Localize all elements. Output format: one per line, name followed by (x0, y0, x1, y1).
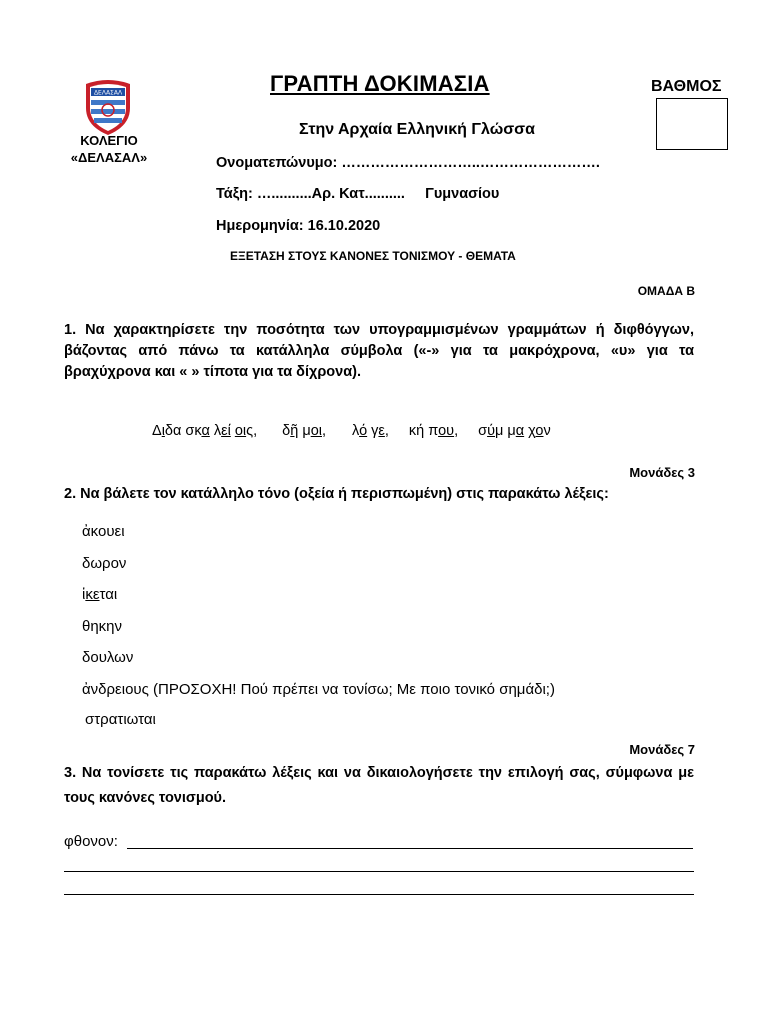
q2-word: δουλων (82, 649, 134, 666)
answer-line[interactable] (64, 871, 694, 872)
q1-underlined-letter: εί (221, 423, 231, 439)
q1-word-part: δα σκ (164, 423, 202, 439)
q1-underlined-letter: ύ (487, 423, 495, 439)
school-name (62, 132, 156, 166)
q2-underlined-letters: κε (85, 586, 100, 603)
question-1-words (152, 423, 551, 439)
school-crest-logo (82, 78, 134, 136)
q1-underlined-letter: α (201, 423, 210, 439)
q2-word: δωρον (82, 555, 127, 572)
q1-word-part: λ (209, 423, 222, 439)
q1-word-part: σ (478, 423, 488, 439)
date-field: Ημερομηνία: 16.10.2020 (216, 218, 381, 234)
q1-word-part: λ (352, 423, 360, 439)
question-1-text: 1. Να χαρακτηρίσετε την ποσότητα των υπογραμμισμένων γραμμάτων ή διφθόγγων, βάζοντας από πάνω τα κατάλληλα σύμβολα («-» για τα μακρόχρονα, «υ» για τα βραχύχρονα και « » τίποτα για τα δίχρονα). (64, 322, 694, 380)
school-name-line2: «ΔΕΛΑΣΑΛ» (70, 150, 148, 165)
q1-word-part: , (384, 423, 389, 439)
q1-underlined-letter: ό (359, 423, 368, 439)
q1-underlined-letter: ι (161, 423, 165, 439)
q2-word: θηκην (82, 618, 123, 635)
subject-line: Στην Αρχαία Ελληνική Γλώσσα (299, 121, 535, 138)
answer-line[interactable] (64, 894, 694, 895)
q2-word: στρατιωται (85, 711, 156, 728)
q2-word (82, 586, 117, 603)
q1-word-part: χ (524, 423, 536, 439)
q1-underlined-letter: ο (535, 423, 544, 439)
q2-word: ἀκουει (82, 523, 125, 540)
school-name-line1: ΚΟΛΕΓΙΟ (80, 133, 138, 148)
q1-word-part: Δ (152, 423, 162, 439)
q1-underlined-letter: ου (438, 423, 455, 439)
q2-word-part: ται (99, 586, 118, 603)
q1-word-part: μ μ (495, 423, 516, 439)
q1-word-part: γ (367, 423, 379, 439)
class-field[interactable]: Τάξη: …..........Αρ. Κατ.......... Γυμνασίου (216, 186, 500, 202)
q1-word-part: , (322, 423, 327, 439)
q1-underlined-letter: α (515, 423, 525, 439)
question-3-text: 3. Να τονίσετε τις παρακάτω λέξεις και να δικαιολογήσετε την επιλογή σας, σύμφωνα με τους κανόνες τονισμού. (64, 765, 694, 806)
q1-word-part: ς, (246, 423, 258, 439)
q1-underlined-letter: ῆ (290, 423, 299, 439)
answer-word-label: φθονον: (64, 833, 118, 850)
grade-box[interactable] (656, 98, 728, 150)
question-2-points: Μονάδες 7 (629, 742, 695, 757)
q1-underlined-letter: ε (378, 423, 385, 439)
q1-word-part: δ (282, 423, 291, 439)
q1-underlined-letter: οι (310, 423, 322, 439)
question-2-text: 2. Να βάλετε τον κατάλληλο τόνο (οξεία ή περισπωμένη) στις παρακάτω λέξεις: (64, 486, 609, 502)
document-title: ΓΡΑΠΤΗ ΔΟΚΙΜΑΣΙΑ (270, 71, 490, 96)
q1-word-part: κή π (408, 423, 439, 439)
grade-label: ΒΑΘΜΟΣ (651, 78, 722, 95)
q2-word-part: ἱ (82, 586, 86, 603)
student-name-field[interactable]: Ονοματεπώνυμο: ………………………..……………………. (216, 155, 600, 171)
exam-heading: ΕΞΕΤΑΣΗ ΣΤΟΥΣ ΚΑΝΟΝΕΣ ΤΟΝΙΣΜΟΥ - ΘΕΜΑΤΑ (230, 249, 516, 263)
q1-word-part: ν (543, 423, 551, 439)
q1-underlined-letter: οι (234, 423, 247, 439)
q2-word: ἀνδρειους (ΠΡΟΣΟΧΗ! Πού πρέπει να τονίσω; Με ποιο τονικό σημάδι;) (82, 681, 555, 698)
q1-word-part: , (454, 423, 459, 439)
q1-word-part: μ (298, 423, 311, 439)
answer-line[interactable] (127, 848, 693, 849)
group-label: ΟΜΑΔΑ Β (637, 284, 695, 298)
logo-text: ΔΕΛΑΣΑΛ (93, 89, 123, 97)
question-1-points: Μονάδες 3 (629, 465, 695, 480)
